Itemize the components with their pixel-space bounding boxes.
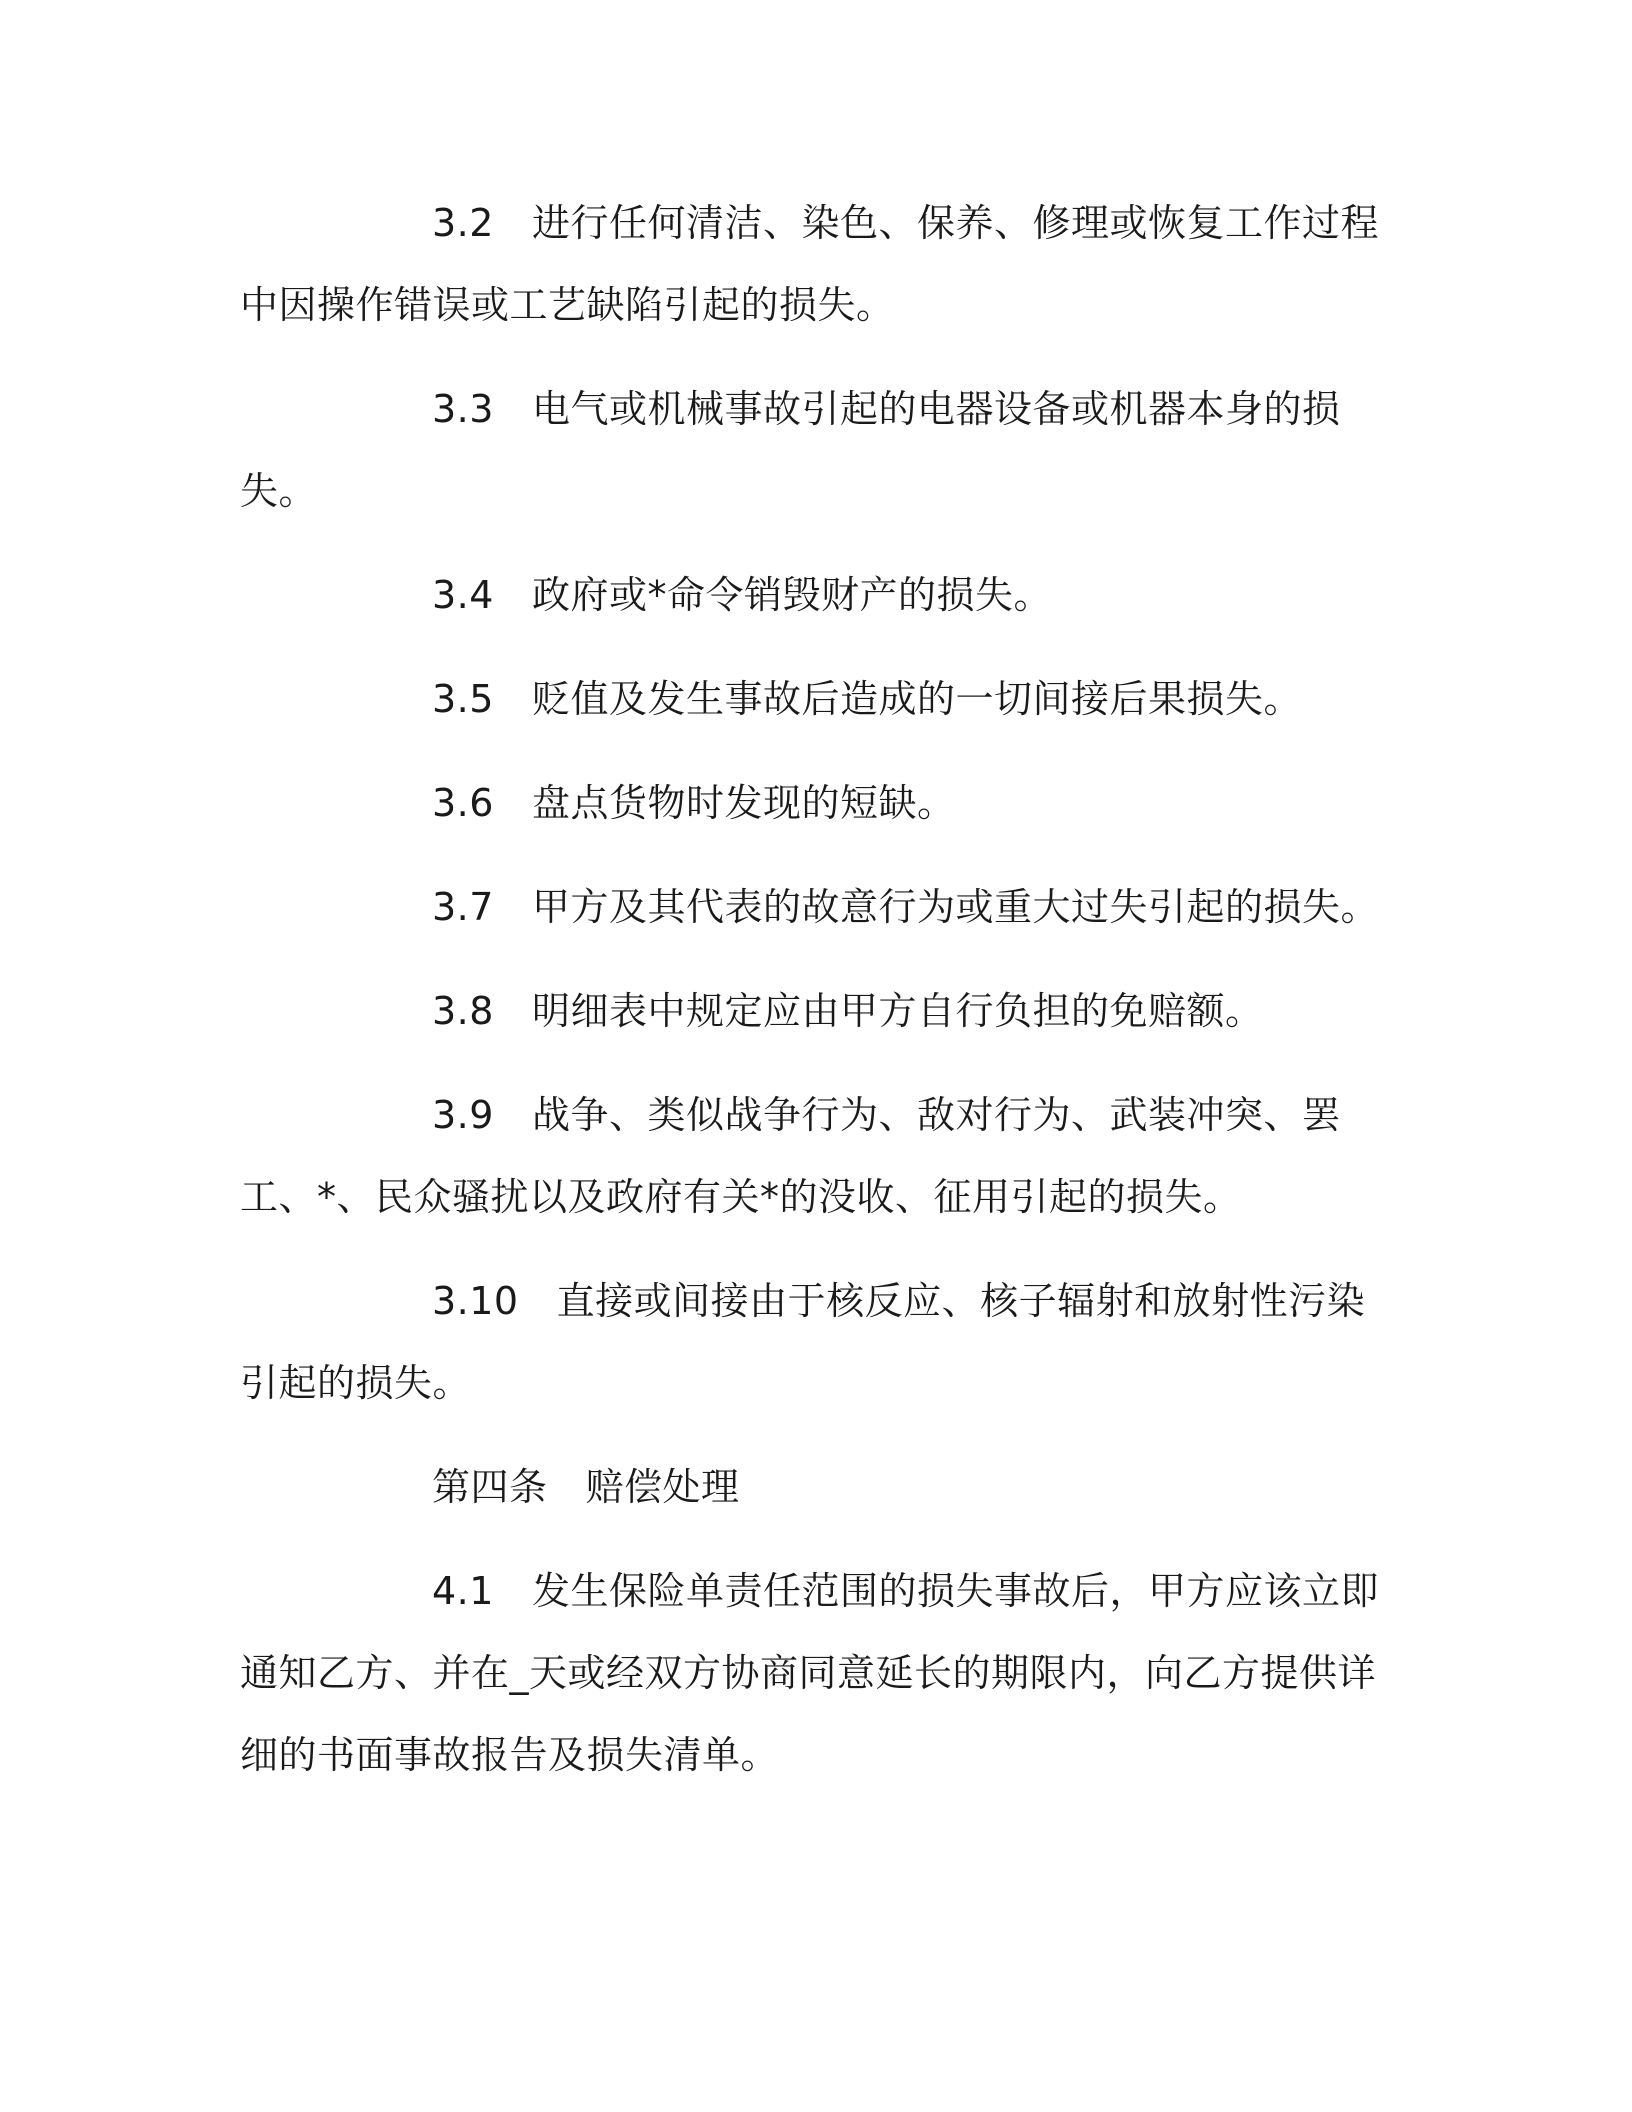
clause-text: 直接或间接由于核反应、核子辐射和放射性污染引起的损失。 [240, 1279, 1366, 1405]
clause-3-5 [240, 658, 1380, 740]
clause-number: 3.3 [432, 387, 494, 431]
clause-number: 3.8 [432, 989, 494, 1033]
clause-number: 3.9 [432, 1093, 494, 1137]
article-4-heading [240, 1446, 1380, 1528]
clause-number: 3.5 [432, 677, 494, 721]
clause-number: 3.4 [432, 573, 494, 617]
clause-text: 政府或*命令销毁财产的损失。 [531, 573, 1052, 617]
clause-number: 3.6 [432, 781, 494, 825]
clause-text: 电气或机械事故引起的电器设备或机器本身的损失。 [240, 387, 1341, 513]
clause-number: 4.1 [432, 1569, 494, 1613]
clause-3-2 [240, 182, 1380, 346]
clause-text: 甲方及其代表的故意行为或重大过失引起的损失。 [531, 885, 1379, 929]
clause-text: 盘点货物时发现的短缺。 [531, 781, 956, 825]
clause-3-3 [240, 368, 1380, 532]
clause-3-8 [240, 970, 1380, 1052]
article-title: 赔偿处理 [585, 1465, 740, 1509]
clause-3-7 [240, 866, 1380, 948]
clause-3-4 [240, 554, 1380, 636]
article-number: 第四条 [432, 1465, 548, 1509]
clause-number: 3.10 [432, 1279, 519, 1323]
clause-text: 发生保险单责任范围的损失事故后，甲方应该立即通知乙方、并在_天或经双方协商同意延长的期限内，向乙方提供详细的书面事故报告及损失清单。 [240, 1569, 1379, 1777]
clause-text: 进行任何清洁、染色、保养、修理或恢复工作过程中因操作错误或工艺缺陷引起的损失。 [240, 201, 1379, 327]
clause-3-10 [240, 1260, 1380, 1424]
clause-number: 3.7 [432, 885, 494, 929]
clause-text: 战争、类似战争行为、敌对行为、武装冲突、罢工、*、民众骚扰以及政府有关*的没收、征用引起的损失。 [240, 1093, 1341, 1219]
clause-4-1 [240, 1550, 1380, 1796]
clause-text: 贬值及发生事故后造成的一切间接后果损失。 [531, 677, 1302, 721]
clause-3-6 [240, 762, 1380, 844]
clause-text: 明细表中规定应由甲方自行负担的免赔额。 [531, 989, 1264, 1033]
clause-number: 3.2 [432, 201, 494, 245]
clause-3-9 [240, 1074, 1380, 1238]
document-body [240, 182, 1380, 1818]
